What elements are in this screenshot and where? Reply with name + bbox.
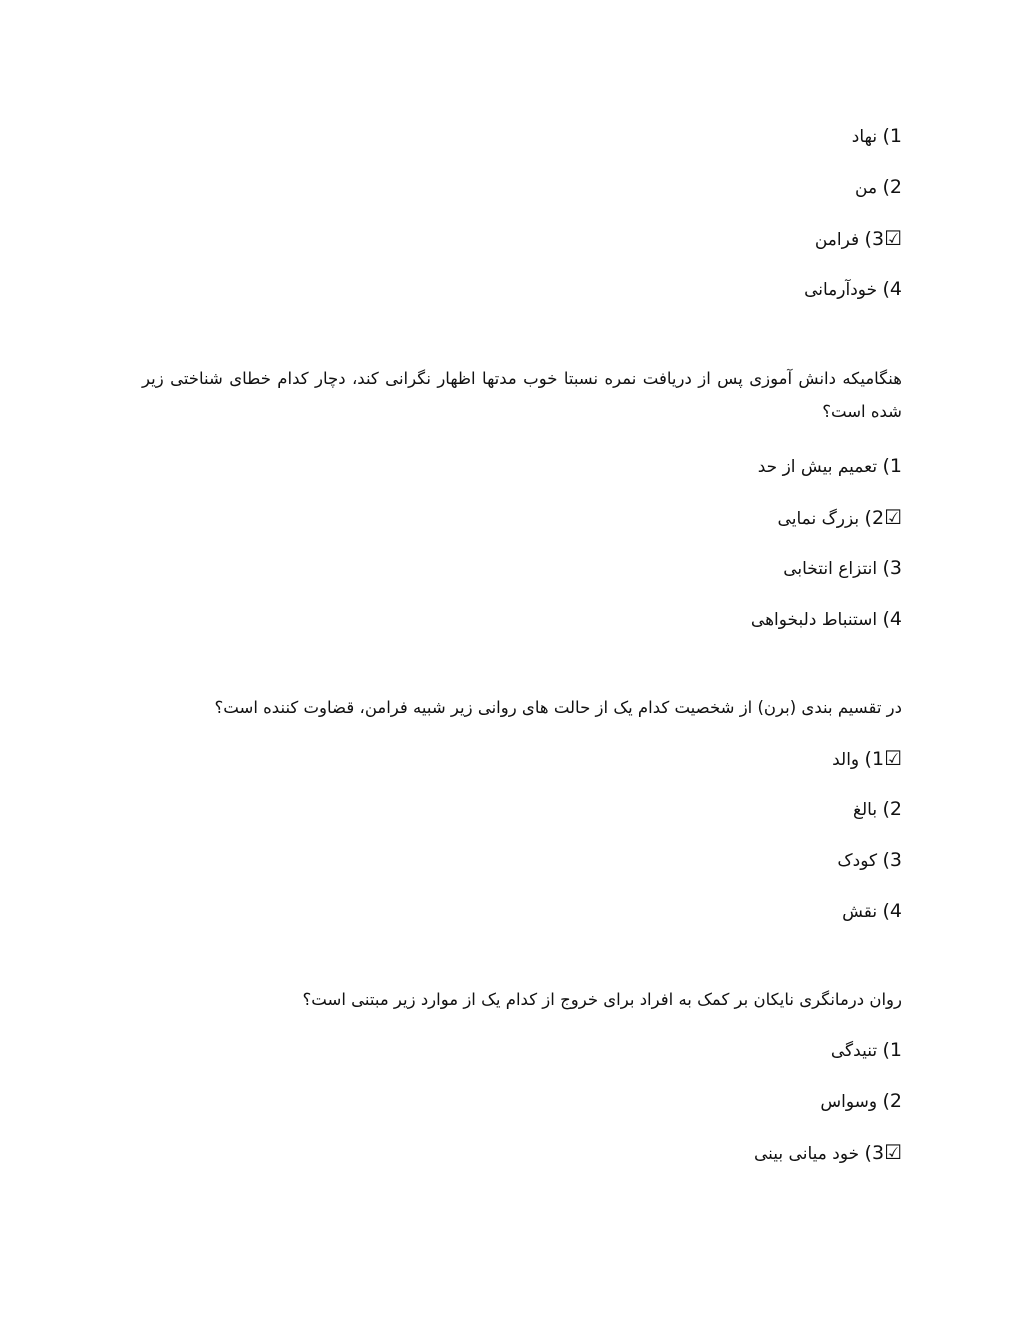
checkmark-icon: ☑ <box>884 1140 902 1164</box>
q1-option-3: 3) انتزاع انتخابی <box>783 557 902 579</box>
q0-option-1: 1) نهاد <box>851 125 902 147</box>
q0-option-4: 4) خودآرمانی <box>804 278 902 300</box>
q2-option-1: ☑1) والد <box>832 746 902 770</box>
q1-option-1: 1) تعمیم بیش از حد <box>757 455 902 477</box>
checkmark-icon: ☑ <box>884 746 902 770</box>
q2-question-text: در تقسیم بندی (برن) از شخصیت کدام یک از حالت های روانی زیر شبیه فرامن، قضاوت کننده است؟ <box>214 698 902 717</box>
q2-option-2: 2) بالغ <box>852 798 902 820</box>
checkmark-icon: ☑ <box>884 226 902 250</box>
q0-option-2: 2) من <box>855 176 902 198</box>
q3-option-1: 1) تنیدگی <box>830 1039 902 1061</box>
q3-question-text: روان درمانگری نایکان بر کمک به افراد برای خروج از کدام یک از موارد زیر مبتنی است؟ <box>302 990 902 1009</box>
q3-option-2: 2) وسواس <box>820 1090 902 1112</box>
q3-option-3: ☑3) خود میانی بینی <box>753 1140 902 1164</box>
q2-option-4: 4) نقش <box>842 900 902 922</box>
q1-question-text: هنگامیکه دانش آموزی پس از دریافت نمره نسبتا خوب مدتها اظهار نگرانی کند، دچار کدام خطای شناختی زیر شده است؟ <box>142 369 902 421</box>
q1-option-2: ☑2) بزرگ نمایی <box>777 505 902 529</box>
q2-option-3: 3) کودک <box>837 849 902 871</box>
q0-option-3: ☑3) فرامن <box>814 226 902 250</box>
q1-option-4: 4) استنباط دلبخواهی <box>750 608 902 630</box>
checkmark-icon: ☑ <box>884 505 902 529</box>
